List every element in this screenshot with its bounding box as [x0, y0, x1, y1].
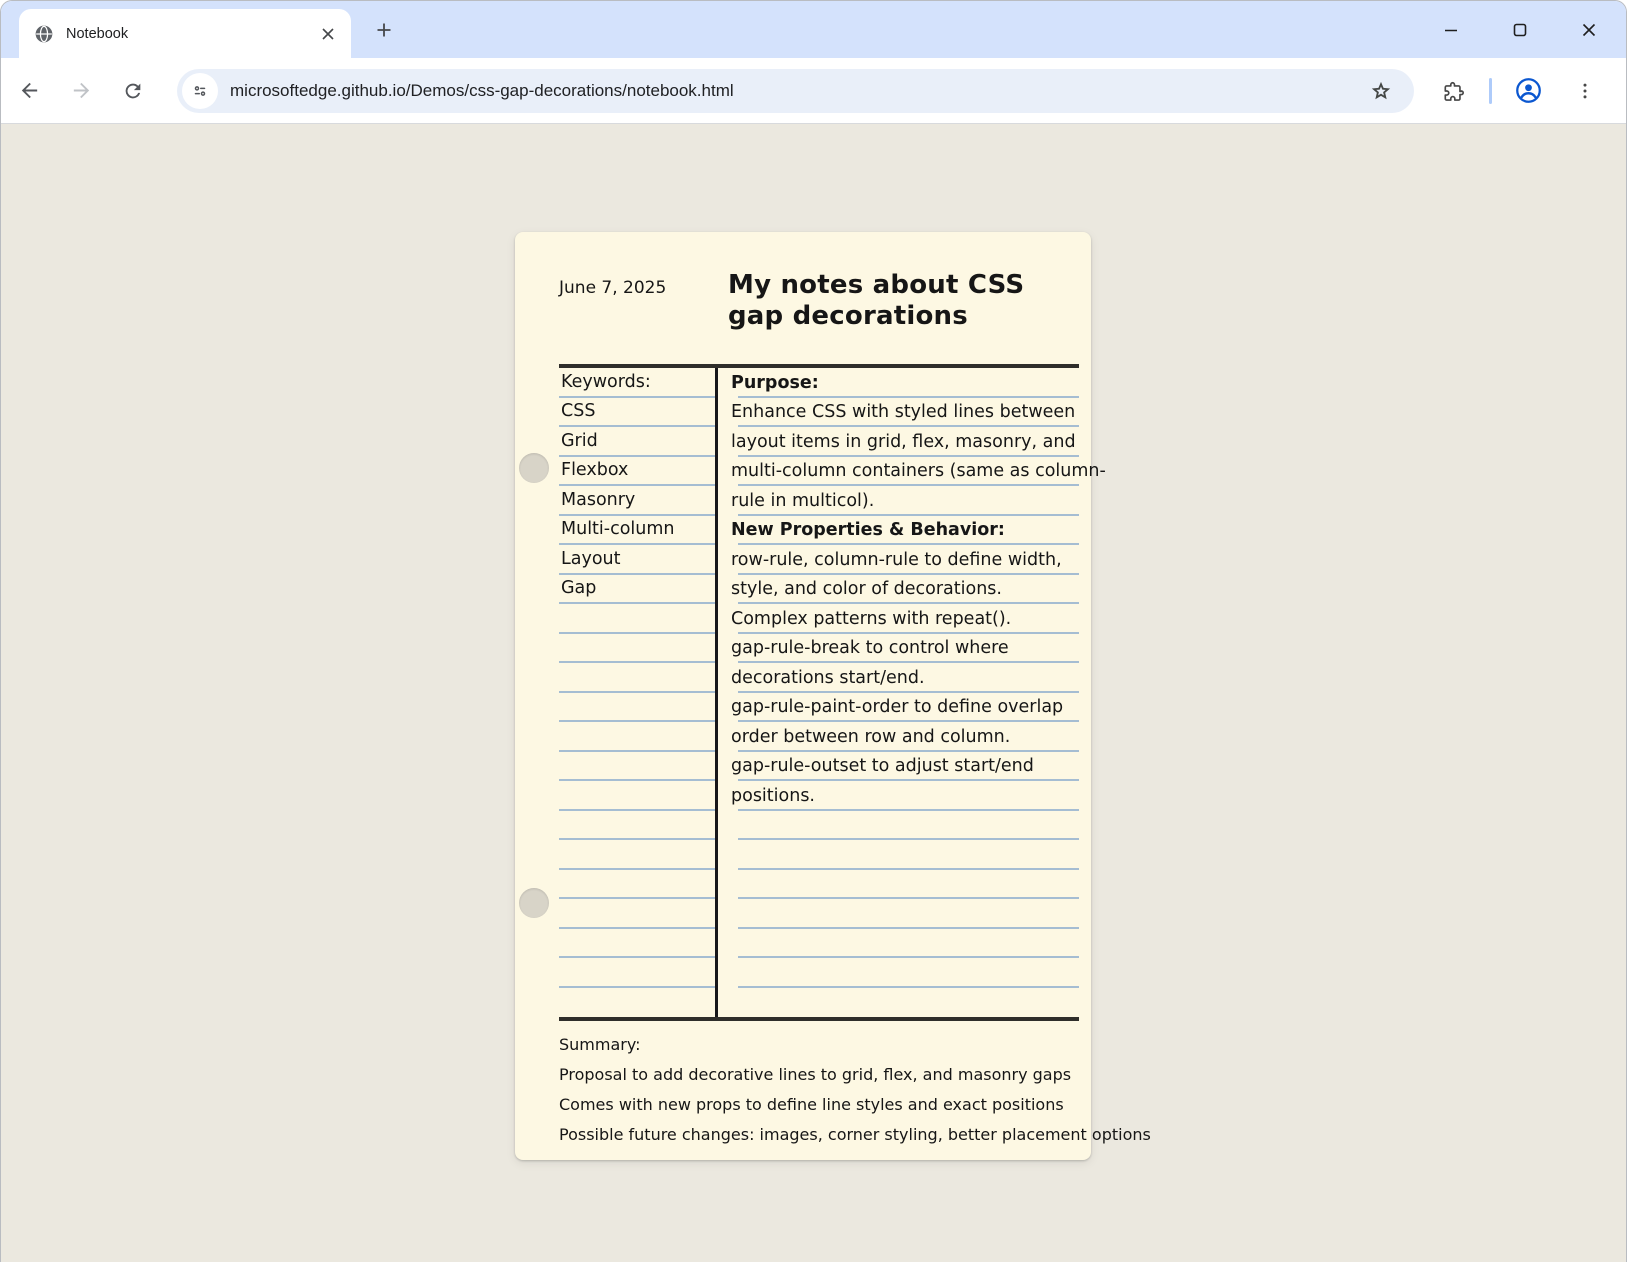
keyword-row: Multi-column — [559, 516, 715, 546]
keyword-row — [559, 604, 715, 634]
window-controls — [1405, 1, 1612, 58]
note-row — [718, 988, 1079, 1018]
note-row: decorations start/end. — [718, 663, 1079, 693]
keyword-row — [559, 634, 715, 664]
url-bar[interactable] — [177, 69, 1414, 113]
summary-line: Proposal to add decorative lines to grid, flex, and masonry gaps — [559, 1064, 1072, 1084]
notes-column — [718, 368, 1106, 1017]
note-row: gap-rule-paint-order to define overlap — [718, 693, 1079, 723]
page-content — [1, 124, 1626, 1262]
note-row: style, and color of decorations. — [718, 575, 1079, 605]
note-row — [718, 958, 1079, 988]
keyword-row — [559, 722, 715, 752]
keyword-row: Layout — [559, 545, 715, 575]
keyword-row — [559, 663, 715, 693]
keyword-row — [559, 840, 715, 870]
note-header — [515, 232, 1091, 332]
url-text[interactable]: microsoftedge.github.io/Demos/css-gap-decorations/notebook.html — [230, 80, 734, 100]
toolbar-separator — [1489, 78, 1492, 104]
note-row: gap-rule-outset to adjust start/end — [718, 752, 1079, 782]
note-row — [718, 929, 1079, 959]
globe-favicon-icon — [34, 24, 54, 44]
extensions-puzzle-icon[interactable] — [1434, 71, 1474, 111]
new-tab-plus-icon[interactable] — [370, 16, 398, 44]
reload-icon[interactable] — [113, 71, 153, 111]
keyword-row — [559, 752, 715, 782]
note-row: positions. — [718, 781, 1079, 811]
note-row: row-rule, column-rule to define width, — [718, 545, 1079, 575]
keyword-row — [559, 988, 715, 1018]
kebab-menu-icon[interactable] — [1565, 71, 1605, 111]
profile-avatar-icon[interactable] — [1508, 71, 1548, 111]
bookmark-star-icon[interactable] — [1364, 74, 1398, 108]
keyword-row — [559, 958, 715, 988]
keyword-row — [559, 811, 715, 841]
note-table — [559, 364, 1106, 1021]
site-settings-tune-icon[interactable] — [182, 73, 218, 109]
keyword-row — [559, 870, 715, 900]
note-row: order between row and column. — [718, 722, 1079, 752]
keyword-row: Keywords: — [559, 368, 715, 398]
keyword-row: CSS — [559, 398, 715, 428]
summary-label: Summary: — [559, 1034, 641, 1054]
note-title: My notes about CSS gap decorations — [728, 270, 1025, 331]
note-row — [718, 840, 1079, 870]
tab-strip — [1, 1, 1626, 58]
note-date: June 7, 2025 — [559, 278, 667, 298]
note-row — [718, 870, 1079, 900]
summary-section — [559, 1029, 1151, 1149]
minimize-icon[interactable] — [1428, 10, 1474, 50]
tab-close-icon[interactable] — [315, 21, 341, 47]
punch-hole — [519, 888, 549, 918]
keyword-row — [559, 899, 715, 929]
maximize-icon[interactable] — [1497, 10, 1543, 50]
keyword-row: Gap — [559, 575, 715, 605]
note-row: gap-rule-break to control where — [718, 634, 1079, 664]
keyword-row — [559, 781, 715, 811]
note-row: New Properties & Behavior: — [718, 516, 1079, 546]
note-card — [515, 232, 1151, 1160]
punch-hole — [519, 453, 549, 483]
note-row — [718, 899, 1079, 929]
keyword-row: Grid — [559, 427, 715, 457]
note-row — [718, 811, 1079, 841]
keywords-column — [559, 368, 715, 1017]
note-row: Purpose: — [718, 368, 1079, 398]
browser-toolbar — [1, 58, 1626, 124]
summary-line: Possible future changes: images, corner styling, better placement options — [559, 1124, 1151, 1144]
tab-notebook[interactable] — [19, 9, 351, 58]
note-row: rule in multicol). — [718, 486, 1079, 516]
note-row: Enhance CSS with styled lines between — [718, 398, 1079, 428]
keyword-row: Masonry — [559, 486, 715, 516]
back-arrow-icon[interactable] — [9, 71, 49, 111]
window-close-icon[interactable] — [1566, 10, 1612, 50]
summary-line: Comes with new props to define line styles and exact positions — [559, 1094, 1064, 1114]
note-row: Complex patterns with repeat(). — [718, 604, 1079, 634]
note-row: multi-column containers (same as column- — [718, 457, 1079, 487]
keyword-row: Flexbox — [559, 457, 715, 487]
note-row: layout items in grid, flex, masonry, and — [718, 427, 1079, 457]
tab-title: Notebook — [66, 25, 129, 42]
keyword-row — [559, 693, 715, 723]
keyword-row — [559, 929, 715, 959]
forward-arrow-icon[interactable] — [61, 71, 101, 111]
